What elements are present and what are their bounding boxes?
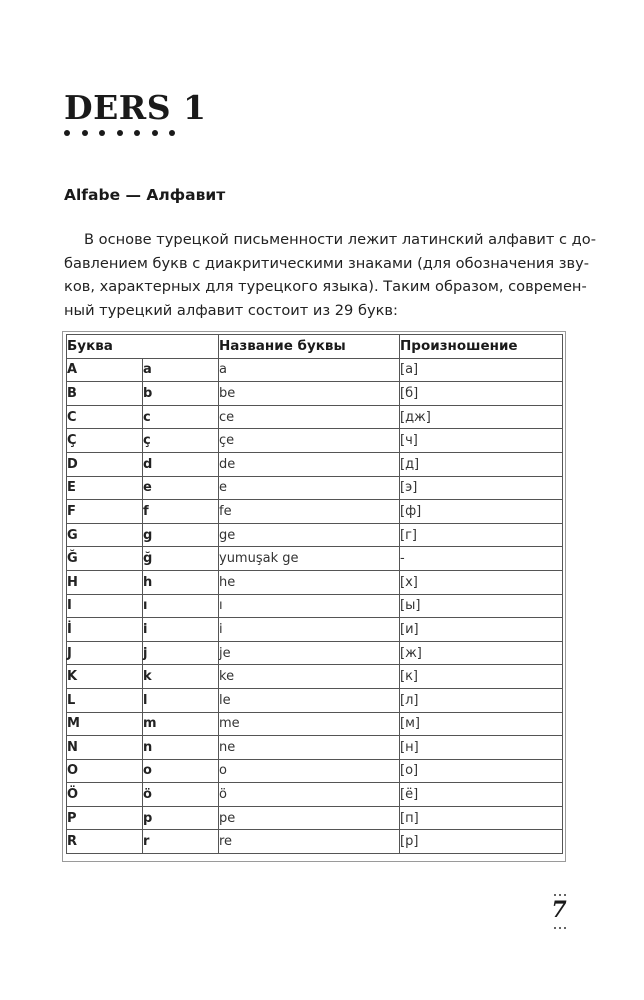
- lowercase-letter: d: [143, 452, 219, 476]
- page-number: 7: [551, 897, 567, 923]
- letter-name: çe: [219, 429, 400, 453]
- pronunciation: [ж]: [400, 641, 563, 665]
- uppercase-letter: D: [67, 452, 143, 476]
- divider-dot: [134, 130, 140, 136]
- letter-name: a: [219, 358, 400, 382]
- letter-name: ö: [219, 783, 400, 807]
- table-row: [67, 547, 563, 571]
- uppercase-letter: H: [67, 570, 143, 594]
- uppercase-letter: J: [67, 641, 143, 665]
- divider-dot: [99, 130, 105, 136]
- lowercase-letter: ğ: [143, 547, 219, 571]
- letter-name: ı: [219, 594, 400, 618]
- pronunciation: [ё]: [400, 783, 563, 807]
- letter-name: me: [219, 712, 400, 736]
- letter-name: de: [219, 452, 400, 476]
- lowercase-letter: m: [143, 712, 219, 736]
- lowercase-letter: k: [143, 665, 219, 689]
- letter-name: le: [219, 688, 400, 712]
- lowercase-letter: r: [143, 830, 219, 854]
- header-letter: Буква: [67, 335, 219, 359]
- intro-line: ный турецкий алфавит состоит из 29 букв:: [64, 301, 398, 319]
- letter-name: ne: [219, 736, 400, 760]
- table-row: [67, 759, 563, 783]
- uppercase-letter: A: [67, 358, 143, 382]
- lowercase-letter: p: [143, 806, 219, 830]
- lowercase-letter: ö: [143, 783, 219, 807]
- pronunciation: [ы]: [400, 594, 563, 618]
- table-header-row: [67, 335, 563, 359]
- table-row: [67, 783, 563, 807]
- letter-name: o: [219, 759, 400, 783]
- section-heading: Alfabe — Алфавит: [64, 186, 226, 204]
- lowercase-letter: o: [143, 759, 219, 783]
- pronunciation: [ф]: [400, 500, 563, 524]
- table-row: [67, 712, 563, 736]
- uppercase-letter: E: [67, 476, 143, 500]
- divider-dot: [82, 130, 88, 136]
- lowercase-letter: ç: [143, 429, 219, 453]
- letter-name: e: [219, 476, 400, 500]
- title-dot-divider: [64, 130, 175, 136]
- page-number-dots-bottom: [554, 927, 566, 929]
- uppercase-letter: C: [67, 405, 143, 429]
- pronunciation: [р]: [400, 830, 563, 854]
- uppercase-letter: I: [67, 594, 143, 618]
- table-row: [67, 382, 563, 406]
- uppercase-letter: K: [67, 665, 143, 689]
- table-row: [67, 594, 563, 618]
- table-row: [67, 452, 563, 476]
- uppercase-letter: İ: [67, 618, 143, 642]
- pronunciation: [п]: [400, 806, 563, 830]
- letter-name: be: [219, 382, 400, 406]
- lowercase-letter: i: [143, 618, 219, 642]
- uppercase-letter: Ö: [67, 783, 143, 807]
- intro-line: В основе турецкой письменности лежит латинский алфавит с до-: [84, 231, 596, 248]
- table-row: [67, 523, 563, 547]
- letter-name: ge: [219, 523, 400, 547]
- letter-name: re: [219, 830, 400, 854]
- uppercase-letter: P: [67, 806, 143, 830]
- table-row: [67, 500, 563, 524]
- letter-name: je: [219, 641, 400, 665]
- lowercase-letter: ı: [143, 594, 219, 618]
- pronunciation: [л]: [400, 688, 563, 712]
- lowercase-letter: j: [143, 641, 219, 665]
- uppercase-letter: G: [67, 523, 143, 547]
- lowercase-letter: a: [143, 358, 219, 382]
- letter-name: he: [219, 570, 400, 594]
- table-row: [67, 688, 563, 712]
- letter-name: i: [219, 618, 400, 642]
- lowercase-letter: n: [143, 736, 219, 760]
- pronunciation: [э]: [400, 476, 563, 500]
- lowercase-letter: e: [143, 476, 219, 500]
- pronunciation: [к]: [400, 665, 563, 689]
- pronunciation: [и]: [400, 618, 563, 642]
- uppercase-letter: B: [67, 382, 143, 406]
- uppercase-letter: M: [67, 712, 143, 736]
- pronunciation: [а]: [400, 358, 563, 382]
- alphabet-table: [66, 334, 563, 854]
- table-row: [67, 429, 563, 453]
- table-row: [67, 570, 563, 594]
- header-letter-name: Название буквы: [219, 335, 400, 359]
- table-row: [67, 830, 563, 854]
- header-pronunciation: Произношение: [400, 335, 563, 359]
- intro-paragraph: [64, 228, 596, 322]
- lesson-title: DERS 1: [64, 88, 207, 127]
- pronunciation: [ч]: [400, 429, 563, 453]
- table-row: [67, 665, 563, 689]
- letter-name: ke: [219, 665, 400, 689]
- divider-dot: [152, 130, 158, 136]
- table-row: [67, 736, 563, 760]
- table-row: [67, 405, 563, 429]
- page-number-dots-top: [554, 894, 566, 896]
- letter-name: ce: [219, 405, 400, 429]
- pronunciation: [г]: [400, 523, 563, 547]
- letter-name: pe: [219, 806, 400, 830]
- uppercase-letter: L: [67, 688, 143, 712]
- pronunciation: [х]: [400, 570, 563, 594]
- uppercase-letter: N: [67, 736, 143, 760]
- intro-line: бавлением букв с диакритическими знаками (для обозначения зву-: [64, 254, 590, 272]
- lowercase-letter: g: [143, 523, 219, 547]
- uppercase-letter: F: [67, 500, 143, 524]
- pronunciation: [н]: [400, 736, 563, 760]
- table-row: [67, 476, 563, 500]
- pronunciation: [дж]: [400, 405, 563, 429]
- table-row: [67, 618, 563, 642]
- lowercase-letter: f: [143, 500, 219, 524]
- uppercase-letter: Ç: [67, 429, 143, 453]
- intro-line: ков, характерных для турецкого языка). Таким образом, современ-: [64, 278, 587, 296]
- table-row: [67, 806, 563, 830]
- pronunciation: [д]: [400, 452, 563, 476]
- lowercase-letter: l: [143, 688, 219, 712]
- uppercase-letter: Ğ: [67, 547, 143, 571]
- uppercase-letter: R: [67, 830, 143, 854]
- lowercase-letter: h: [143, 570, 219, 594]
- lowercase-letter: c: [143, 405, 219, 429]
- divider-dot: [64, 130, 70, 136]
- table-row: [67, 358, 563, 382]
- divider-dot: [117, 130, 123, 136]
- pronunciation: [б]: [400, 382, 563, 406]
- letter-name: fe: [219, 500, 400, 524]
- pronunciation: [м]: [400, 712, 563, 736]
- letter-name: yumuşak ge: [219, 547, 400, 571]
- table-row: [67, 641, 563, 665]
- pronunciation: -: [400, 547, 563, 571]
- pronunciation: [о]: [400, 759, 563, 783]
- uppercase-letter: O: [67, 759, 143, 783]
- divider-dot: [169, 130, 175, 136]
- lowercase-letter: b: [143, 382, 219, 406]
